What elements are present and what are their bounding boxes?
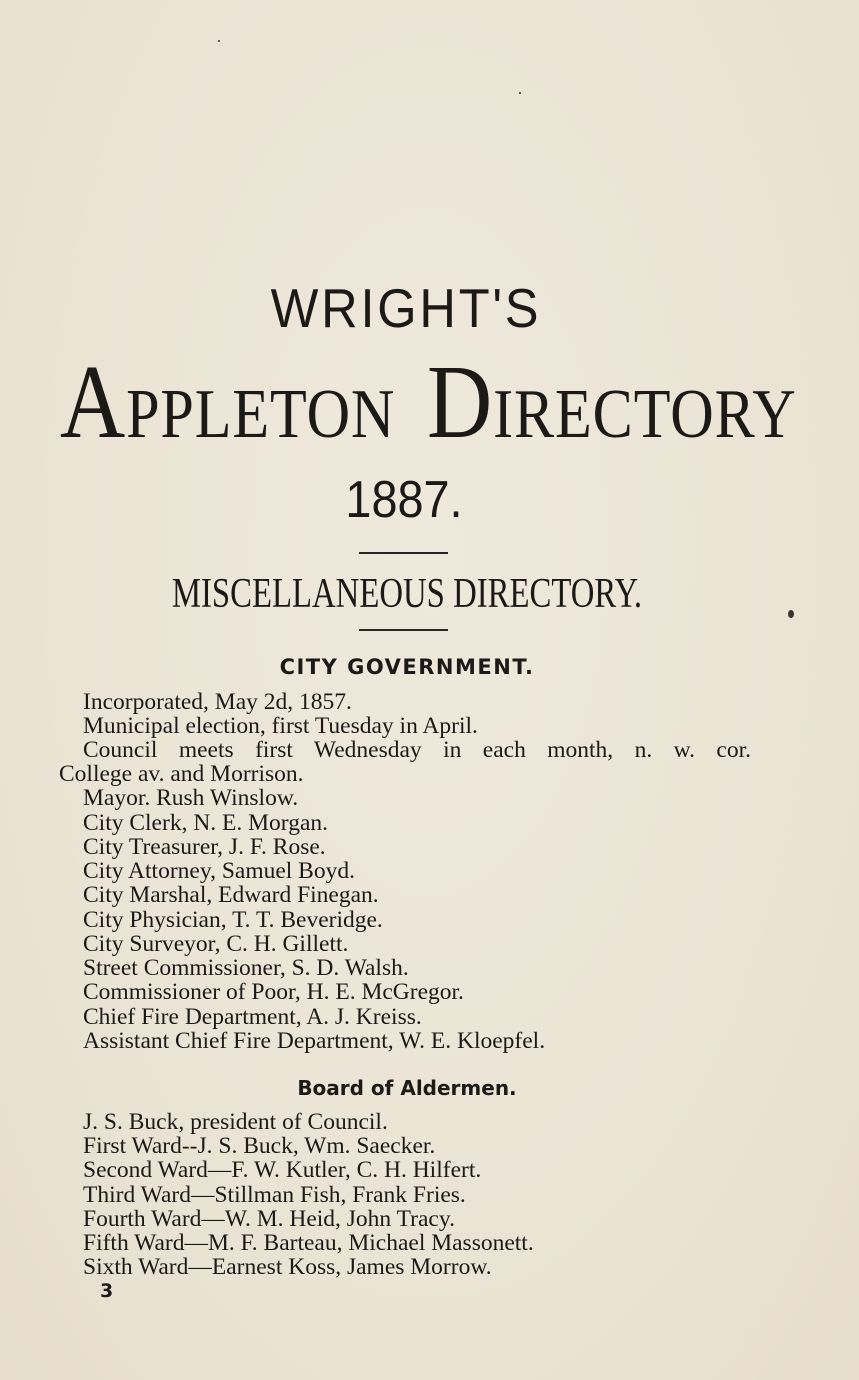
list-item: City Physician, T. T. Beveridge. xyxy=(83,907,383,933)
list-item: Sixth Ward—Earnest Koss, James Morrow. xyxy=(83,1254,492,1280)
list-item: Mayor. Rush Winslow. xyxy=(83,785,299,811)
ink-speck xyxy=(218,40,220,42)
list-item: Chief Fire Department, A. J. Kreiss. xyxy=(83,1004,422,1030)
list-item: Street Commissioner, S. D. Walsh. xyxy=(83,955,409,981)
list-item: Third Ward—Stillman Fish, Frank Fries. xyxy=(83,1182,466,1208)
title-word-appleton: PPLETON xyxy=(126,376,396,453)
list-item: Fifth Ward—M. F. Barteau, Michael Massonett. xyxy=(83,1230,534,1256)
divider-rule-top xyxy=(359,552,448,554)
list-item: Council meets first Wednesday in each month, n. w. cor. xyxy=(83,737,751,763)
title-word-directory: IRECTORY xyxy=(493,376,797,453)
city-government-heading: CITY GOVERNMENT. xyxy=(279,655,535,679)
list-item: City Marshal, Edward Finegan. xyxy=(83,882,379,908)
title-initial-a: A xyxy=(60,343,127,460)
list-item: City Clerk, N. E. Morgan. xyxy=(83,810,328,836)
board-of-aldermen-heading: Board of Aldermen. xyxy=(297,1076,517,1100)
list-item: First Ward--J. S. Buck, Wm. Saecker. xyxy=(83,1133,436,1159)
ink-speck xyxy=(788,610,794,618)
list-item-continuation: College av. and Morrison. xyxy=(59,761,304,787)
list-item: City Attorney, Samuel Boyd. xyxy=(83,858,355,884)
list-item: City Treasurer, J. F. Rose. xyxy=(83,834,326,860)
list-item: Incorporated, May 2d, 1857. xyxy=(83,689,352,715)
section-title: MISCELLANEOUS DIRECTORY. xyxy=(171,571,643,617)
list-item: Second Ward—F. W. Kutler, C. H. Hilfert. xyxy=(83,1157,482,1183)
list-item: Fourth Ward—W. M. Heid, John Tracy. xyxy=(83,1206,455,1232)
year: 1887. xyxy=(345,471,463,529)
list-item: City Surveyor, C. H. Gillett. xyxy=(83,931,349,957)
list-item: J. S. Buck, president of Council. xyxy=(83,1109,388,1135)
list-item: Municipal election, first Tuesday in April. xyxy=(83,713,478,739)
ink-speck xyxy=(519,92,521,94)
list-item: Commissioner of Poor, H. E. McGregor. xyxy=(83,979,464,1005)
main-title xyxy=(60,343,797,465)
publisher-title: WRIGHT'S xyxy=(270,277,542,339)
list-item: Assistant Chief Fire Department, W. E. Kloepfel. xyxy=(83,1028,546,1054)
title-initial-d: D xyxy=(427,343,494,460)
divider-rule-bottom xyxy=(359,629,448,631)
page-number: 3 xyxy=(100,1280,114,1302)
